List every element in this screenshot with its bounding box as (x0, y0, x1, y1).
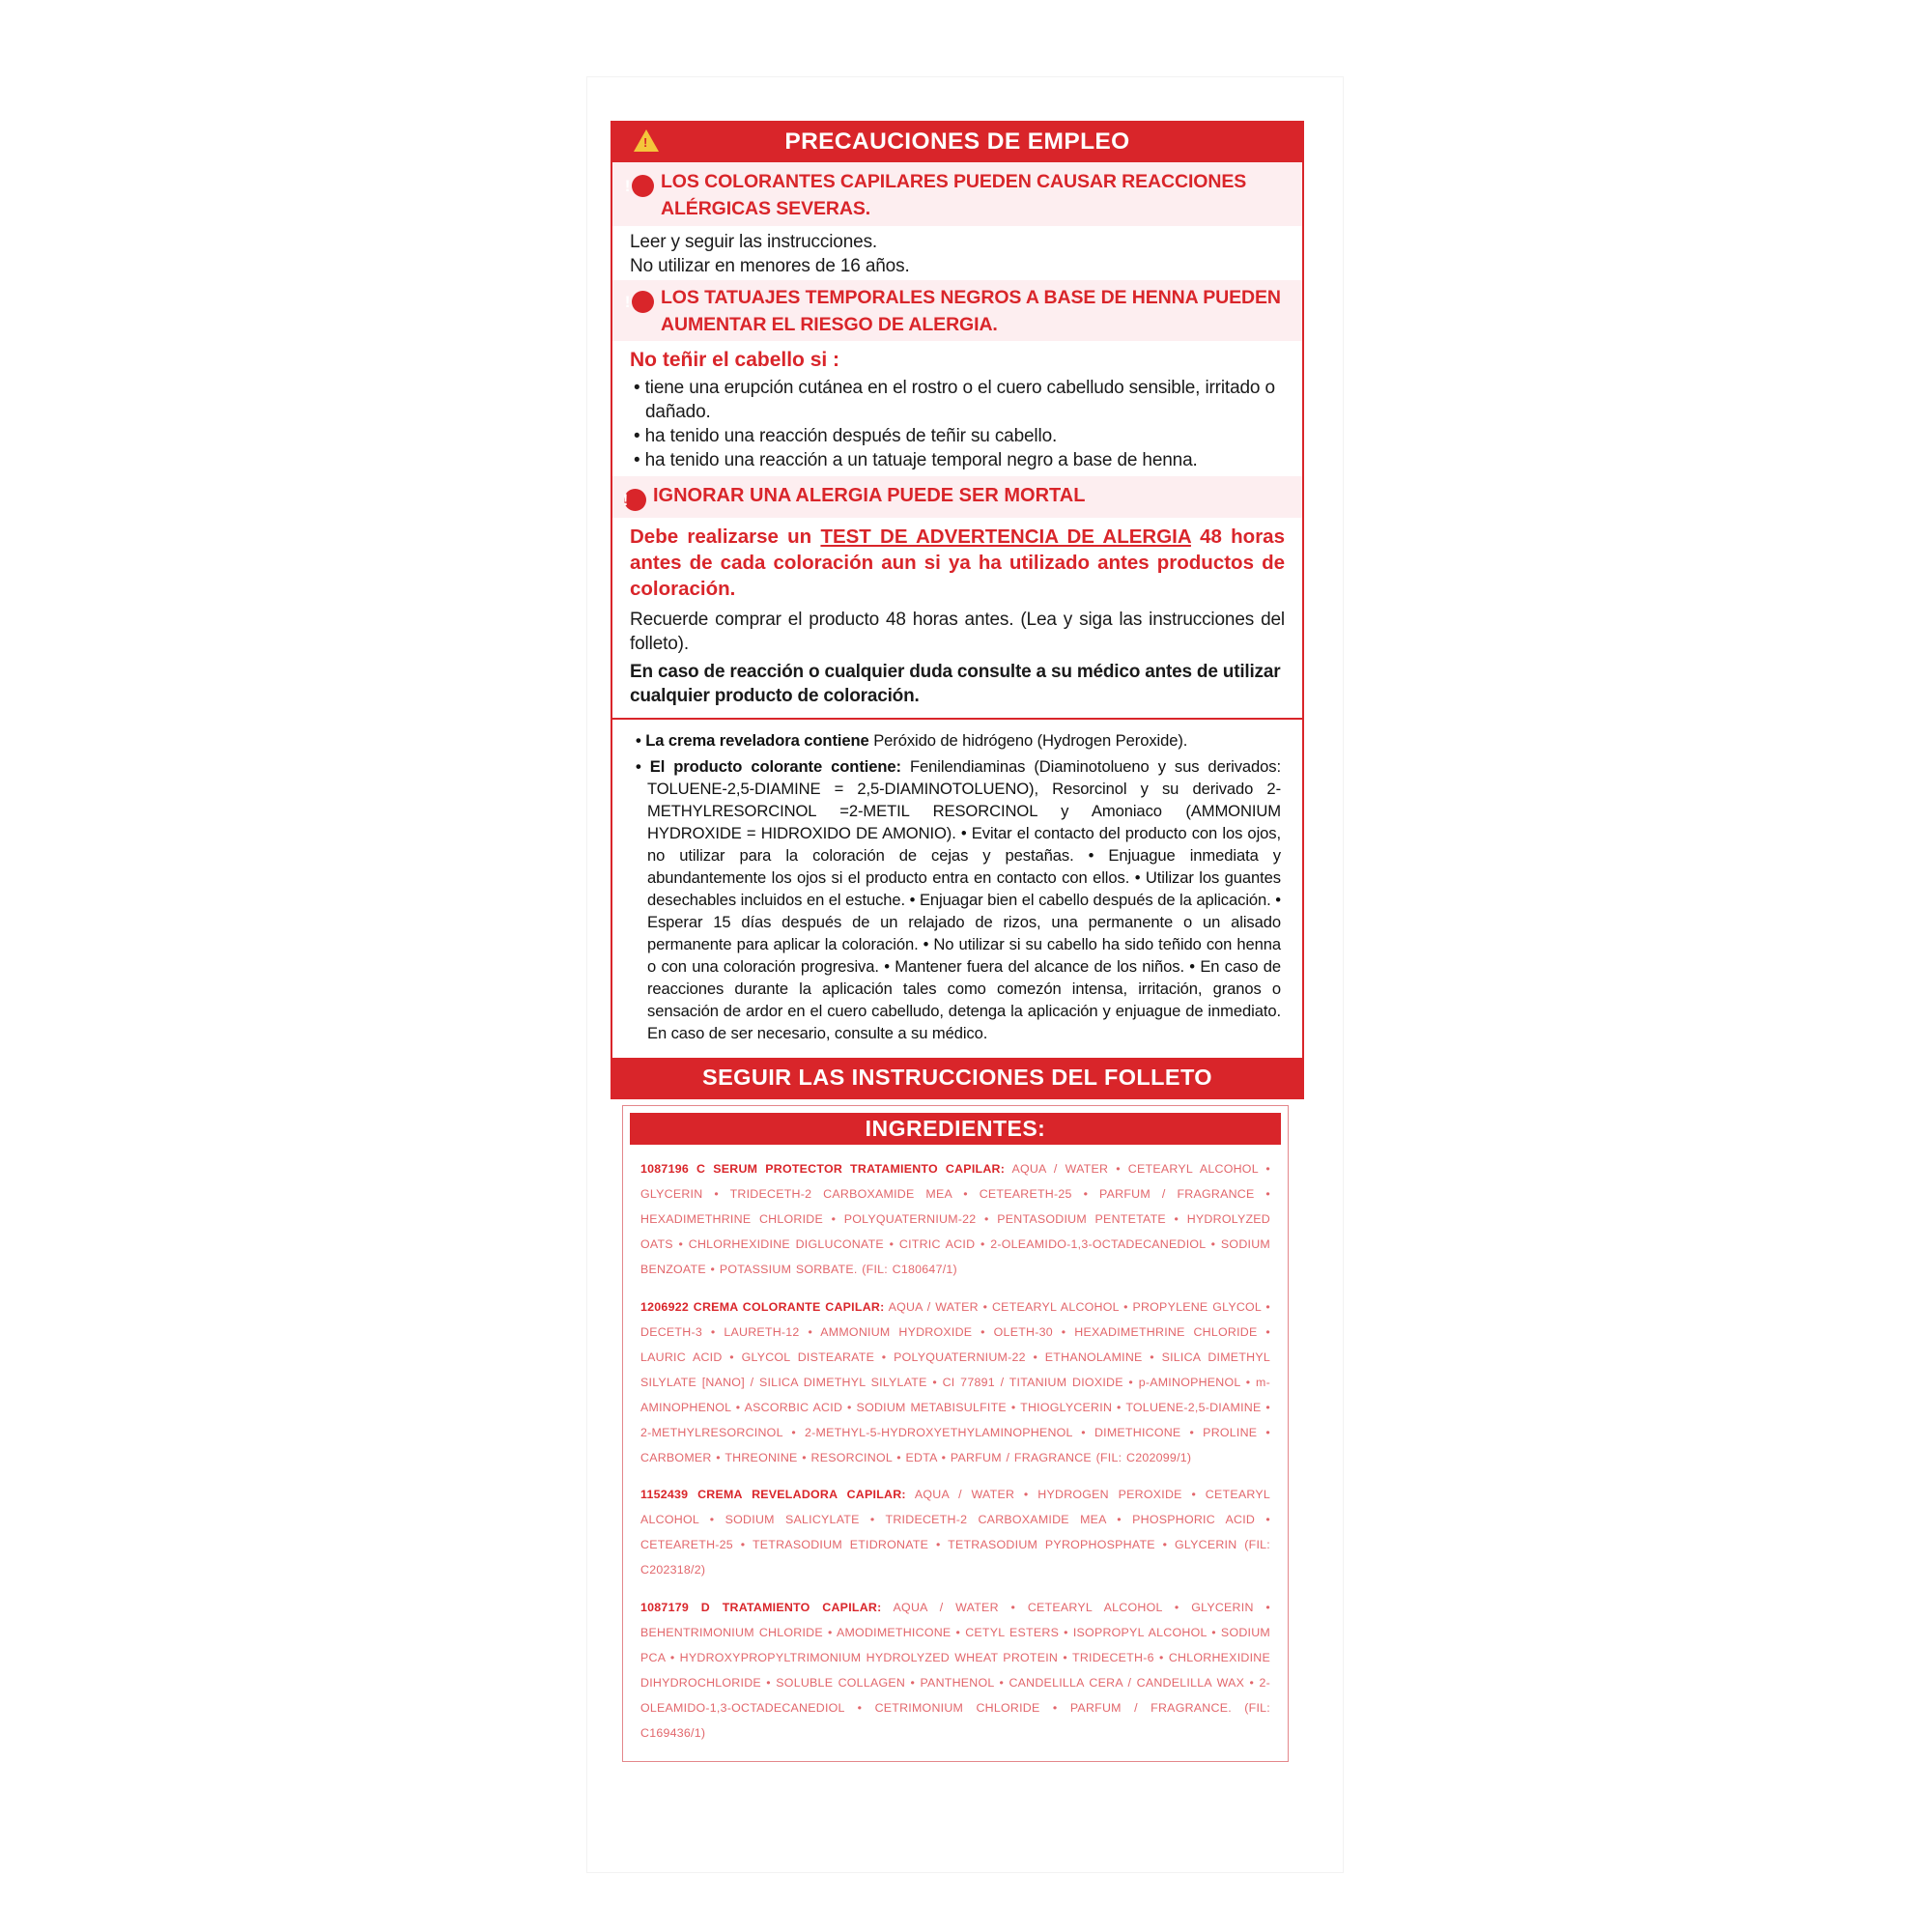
list-item: • ha tenido una reacción a un tatuaje temporal negro a base de henna. (630, 448, 1285, 472)
list-item: • tiene una erupción cutánea en el rostro o el cuero cabelludo sensible, irritado o dañado. (630, 376, 1285, 424)
allergy-test-block (612, 518, 1302, 718)
ingredient-list: AQUA / WATER • CETEARYL ALCOHOL • GLYCERIN • BEHENTRIMONIUM CHLORIDE • AMODIMETHICONE • CETYL ESTERS • ISOPROPYL ALCOHOL • SODIUM PCA • HYDROXYPROPYLTRIMONIUM HYDROLYZED WHEAT PROTEIN • TRIDECETH-6 • CHLORHEXIDINE DIHYDROCHLORIDE • SOLUBLE COLLAGEN • PANTHENOL • CANDELILLA CERA / CANDELILLA WAX • 2-OLEAMIDO-1,3-OCTADECANEDIOL • CETRIMONIUM CHLORIDE • PARFUM / FRAGRANCE. (FIL: C169436/1) (640, 1600, 1270, 1740)
allergy-alert-1: ! LOS COLORANTES CAPILARES PUEDEN CAUSAR REACCIONES ALÉRGICAS SEVERAS. (624, 171, 1247, 219)
ingredient-block (640, 1294, 1270, 1470)
list-item: • ha tenido una reacción después de teñir su cabello. (630, 424, 1285, 448)
allergy-test-underlined: TEST DE ADVERTENCIA DE ALERGIA (820, 526, 1191, 548)
henna-alert-block (612, 280, 1302, 341)
do-not-dye-heading: No teñir el cabello si : (630, 349, 840, 371)
ingredient-block (640, 1156, 1270, 1282)
ingredient-list: AQUA / WATER • CETEARYL ALCOHOL • GLYCERIN • TRIDECETH-2 CARBOXAMIDE MEA • CETEARETH-25 • PARFUM / FRAGRANCE • HEXADIMETHRINE CHLORIDE • POLYQUATERNIUM-22 • PENTASODIUM PENTETATE • HYDROLYZED OATS • CHLORHEXIDINE DIGLUCONATE • CITRIC ACID • 2-OLEAMIDO-1,3-OCTADECANEDIOL • SODIUM BENZOATE • POTASSIUM SORBATE. (FIL: C180647/1) (640, 1162, 1270, 1277)
ingredient-code: 1206922 (640, 1299, 689, 1314)
allergy-test-paragraph: Debe realizarse un TEST DE ADVERTENCIA DE ALERGIA 48 horas antes de cada coloración aun si ya ha utilizado antes productos de coloración. (630, 526, 1285, 600)
ingredient-code: 1087196 C (640, 1162, 706, 1177)
ingredient-product: CREMA COLORANTE CAPILAR: (693, 1299, 885, 1314)
ingredient-block (640, 1482, 1270, 1582)
ingredient-block (640, 1595, 1270, 1746)
exclamation-icon: ! (632, 175, 654, 197)
instructions-lines (612, 226, 1302, 280)
read-instructions-line: Leer y seguir las instrucciones. (630, 232, 878, 252)
precautions-title-bar (612, 123, 1302, 162)
composition-block (612, 720, 1302, 1058)
ingredient-list: AQUA / WATER • HYDROGEN PEROXIDE • CETEARYL ALCOHOL • SODIUM SALICYLATE • TRIDECETH-2 CARBOXAMIDE MEA • PHOSPHORIC ACID • CETEARETH-25 • TETRASODIUM ETIDRONATE • TETRASODIUM PYROPHOSPHATE • GLYCERIN (FIL: C202318/2) (640, 1488, 1270, 1577)
product-package-panel (587, 77, 1343, 1872)
ingredients-box (622, 1105, 1289, 1762)
doctor-paragraph: En caso de reacción o cualquier duda consulte a su médico antes de utilizar cualquier producto de coloración. (630, 662, 1281, 706)
composition-item-2: • El producto colorante contiene: Fenilendiaminas (Diaminotolueno y sus derivados: TOLUENE-2,5-DIAMINE = 2,5-DIAMINOTOLUENO), Resorcinol y su derivado 2-METHYLRESORCINOL =2-METIL RESORCINOL y Amoniaco (AMMONIUM HYDROXIDE = HIDROXIDO DE AMONIO). • Evitar el contacto del producto con los ojos, no utilizar para la coloración de cejas y pestañas. • Enjuague inmediata y abundantemente los ojos si el producto entra en contacto con ellos. • Utilizar los guantes desechables incluidos en el estuche. • Enjuagar bien el cabello después de la aplicación. • Esperar 15 días después de un relajado de rizos, una permanente o un alisado permanente para aplicar la coloración. • No utilizar si su cabello ha sido teñido con henna o con una coloración progresiva. • Mantener fuera del alcance de los niños. • En caso de reacciones durante la aplicación tales como comezón intensa, irritación, granos o sensación de ardor en el cuero cabelludo, detenga la aplicación y enjuague de inmediato. En caso de ser necesario, consulte a su médico. (636, 757, 1281, 1042)
ingredients-title: INGREDIENTES: (630, 1113, 1281, 1145)
precautions-title: PRECAUCIONES DE EMPLEO (784, 128, 1130, 155)
ingredient-product: SERUM PROTECTOR TRATAMIENTO CAPILAR: (713, 1162, 1006, 1177)
warning-triangle-icon (634, 128, 659, 161)
ingredient-code: 1152439 (640, 1488, 689, 1502)
ingredient-list: AQUA / WATER • CETEARYL ALCOHOL • PROPYLENE GLYCOL • DECETH-3 • LAURETH-12 • AMMONIUM HYDROXIDE • OLETH-30 • HEXADIMETHRINE CHLORIDE • LAURIC ACID • GLYCOL DISTEARATE • POLYQUATERNIUM-22 • ETHANOLAMINE • SILICA DIMETHYL SILYLATE [NANO] / SILICA DIMETHYL SILYLATE • CI 77891 / TITANIUM DIOXIDE • p-AMINOPHENOL • m-AMINOPHENOL • ASCORBIC ACID • SODIUM METABISULFITE • THIOGLYCERIN • TOLUENE-2,5-DIAMINE • 2-METHYLRESORCINOL • 2-METHYL-5-HYDROXYETHYLAMINOPHENOL • DIMETHICONE • PROLINE • CARBOMER • THREONINE • RESORCINOL • EDTA • PARFUM / FRAGRANCE (FIL: C202099/1) (640, 1299, 1270, 1464)
composition-item-1: • La crema reveladora contiene Peróxido de hidrógeno (Hydrogen Peroxide). (636, 731, 1188, 750)
do-not-dye-list (630, 376, 1285, 472)
allergy-alert-block (612, 162, 1302, 226)
ingredients-body (623, 1156, 1288, 1760)
ingredient-code: 1087179 D (640, 1600, 710, 1614)
age-limit-line: No utilizar en menores de 16 años. (630, 256, 910, 276)
follow-leaflet-bar: SEGUIR LAS INSTRUCCIONES DEL FOLLETO (612, 1058, 1302, 1097)
exclamation-icon: ! (632, 291, 654, 313)
ingredient-product: CREMA REVELADORA CAPILAR: (697, 1488, 906, 1502)
do-not-dye-block (612, 341, 1302, 476)
fatal-allergy-warning: ! IGNORAR UNA ALERGIA PUEDE SER MORTAL (612, 476, 1302, 518)
remember-paragraph: Recuerde comprar el producto 48 horas antes. (Lea y siga las instrucciones del folleto). (630, 610, 1285, 654)
ingredient-product: TRATAMIENTO CAPILAR: (722, 1600, 882, 1614)
precautions-box (611, 121, 1304, 1099)
exclamation-icon: ! (624, 489, 646, 511)
allergy-alert-2: ! LOS TATUAJES TEMPORALES NEGROS A BASE DE HENNA PUEDEN AUMENTAR EL RIESGO DE ALERGIA. (624, 287, 1281, 335)
